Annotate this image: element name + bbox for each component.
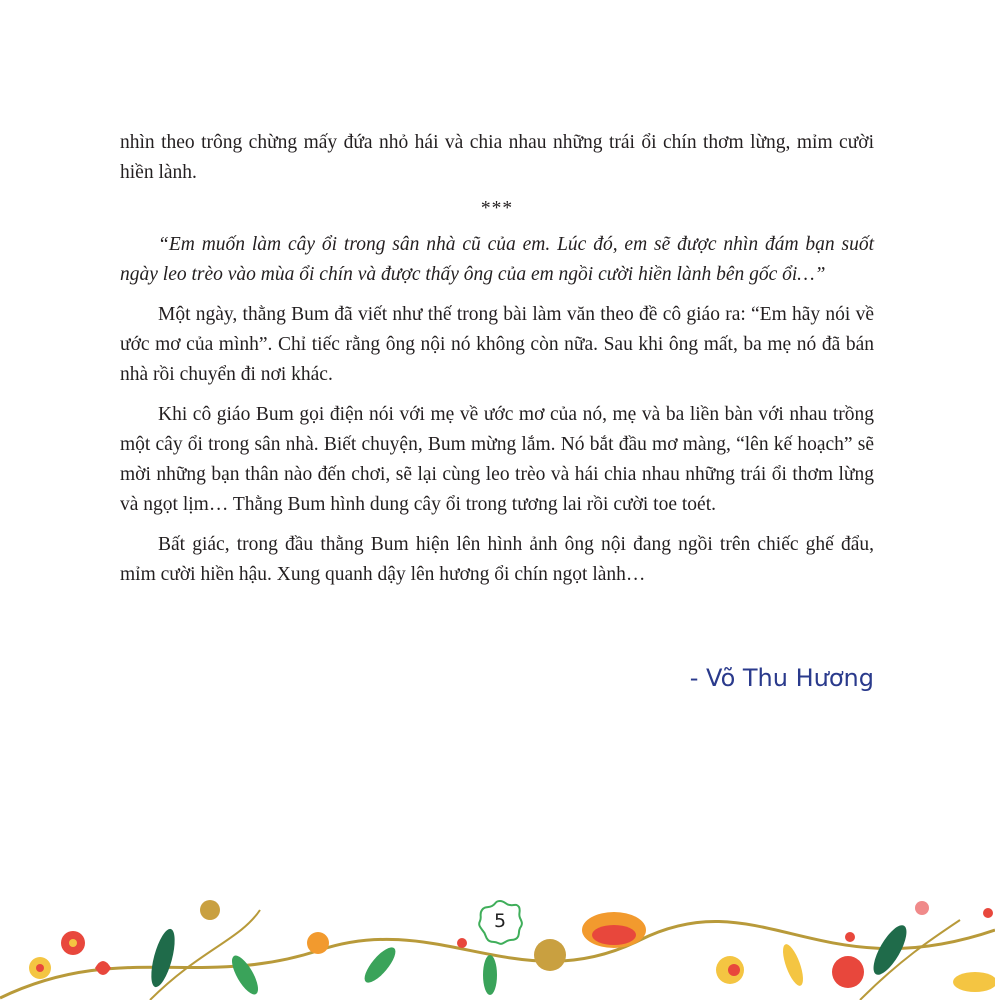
flower-icon (200, 900, 220, 920)
berry-icon (915, 901, 929, 915)
leaf-icon (483, 955, 497, 995)
leaf-icon (227, 952, 263, 998)
berry-icon (845, 932, 855, 942)
paragraph-continuation: nhìn theo trông chừng mấy đứa nhỏ hái và chia nhau những trái ổi chín thơm lừng, mỉm cười hiền lành. (120, 132, 874, 183)
flower-icon (953, 972, 995, 992)
section-separator: *** (480, 198, 514, 219)
page-number: 5 (493, 910, 507, 932)
paragraph-3: Khi cô giáo Bum gọi điện nói với mẹ về ước mơ của nó, mẹ và ba liền bàn với nhau trồng một cây ổi trong sân nhà. Biết chuyện, Bum mừng lắm. Nó bắt đầu mơ màng, “lên kế hoạch” sẽ mời những bạn thân nào đến chơi, sẽ lại cùng leo trèo và hái chia nhau những trái ổi thơm lừng và ngọt lịm… Thằng Bum hình dung cây ổi trong tương lai rồi cười toe toét. (120, 404, 874, 515)
flower-icon (61, 931, 85, 955)
flower-icon (95, 961, 111, 975)
flower-icon (534, 939, 566, 971)
berry-icon (983, 908, 993, 918)
page-number-badge (475, 897, 525, 947)
leaf-icon (779, 942, 807, 988)
flower-icon (29, 957, 51, 979)
leaf-icon (360, 943, 401, 987)
leaf-icon (147, 927, 180, 990)
quote-paragraph: “Em muốn làm cây ổi trong sân nhà cũ của em. Lúc đó, em sẽ được nhìn đám bạn suốt ngày leo trèo vào mùa ổi chín và được thấy ông của em ngồi cười hiền lành bên gốc ổi…” (120, 234, 874, 285)
flower-icon (832, 956, 864, 988)
berry-icon (457, 938, 467, 948)
story-text (120, 128, 874, 600)
author-signature: - Võ Thu Hương (689, 664, 874, 692)
flower-icon (307, 932, 329, 954)
flower-icon (728, 964, 740, 976)
leaf-icon (867, 921, 912, 979)
paragraph-2: Một ngày, thằng Bum đã viết như thế trong bài làm văn theo đề cô giáo ra: “Em hãy nói về ước mơ của mình”. Chỉ tiếc rằng ông nội nó không còn nữa. Sau khi ông mất, ba mẹ nó đã bán nhà rồi chuyển đi nơi khác. (120, 304, 874, 385)
flower-icon (582, 912, 646, 948)
paragraph-4: Bất giác, trong đầu thằng Bum hiện lên hình ảnh ông nội đang ngồi trên chiếc ghế đẩu, mỉm cười hiền hậu. Xung quanh dậy lên hương ổi chín ngọt lành… (120, 534, 874, 585)
